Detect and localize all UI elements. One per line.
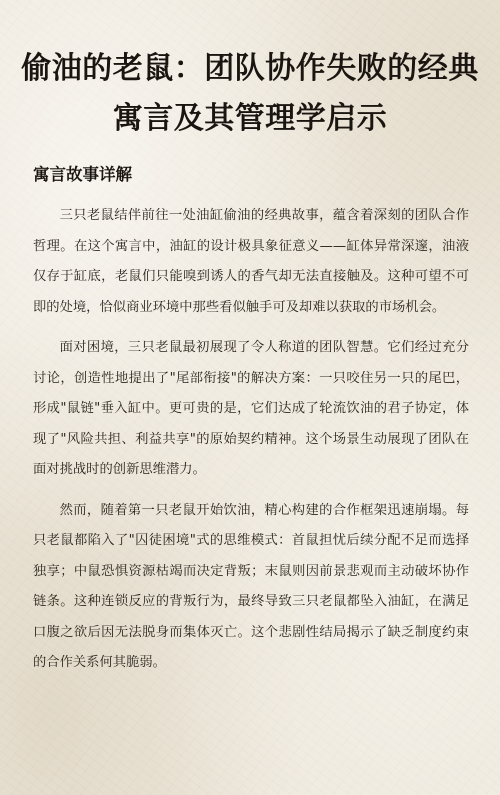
paragraph-2: 面对困境，三只老鼠最初展现了令人称道的团队智慧。它们经过充分讨论，创造性地提出了"尾部衔接"的解决方案：一只咬住另一只的尾巴，形成"鼠链"垂入缸中。更可贵的是，它们达成了轮流饮油的君子协定，体现了"风险共担、利益共享"的原始契约精神。这个场景生动展现了团队在面对挑战时的创新思维潜力。 [33,340,469,477]
section-heading: 寓言故事详解 [33,165,132,184]
page-title: 偷油的老鼠：团队协作失败的经典寓言及其管理学启示 [21,51,479,136]
paragraph-3: 然而，随着第一只老鼠开始饮油，精心构建的合作框架迅速崩塌。每只老鼠都陷入了"囚徒困境"式的思维模式：首鼠担忧后续分配不足而选择独享；中鼠恐惧资源枯竭而决定背叛；末鼠则因前景悲观而主动破坏协作链条。这种连锁反应的背叛行为，最终导致三只老鼠都坠入油缸，在满足口腹之欲后因无法脱身而集体灭亡。这个悲剧性结局揭示了缺乏制度约束的合作关系何其脆弱。 [33,502,469,670]
article-body [33,201,469,689]
paragraph-1: 三只老鼠结伴前往一处油缸偷油的经典故事，蕴含着深刻的团队合作哲理。在这个寓言中，油缸的设计极具象征意义——缸体异常深邃，油液仅存于缸底，老鼠们只能嗅到诱人的香气却无法直接触及。这种可望不可即的处境，恰似商业环境中那些看似触手可及却难以获取的市场机会。 [33,208,469,315]
